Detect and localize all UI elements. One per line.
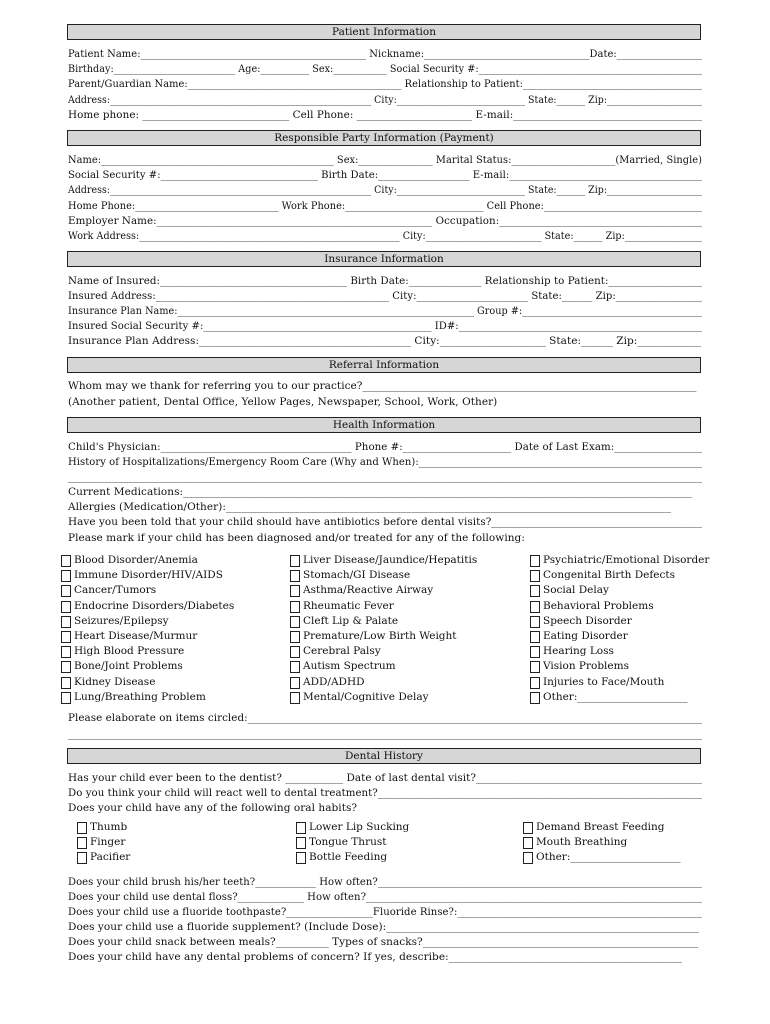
condition-checkbox[interactable] bbox=[290, 616, 300, 628]
condition-checkbox[interactable] bbox=[290, 555, 300, 567]
condition-checkbox[interactable] bbox=[530, 646, 540, 658]
insurance-line-1[interactable]: Name of Insured:____________________________________ Birth Date:______________ Relationship to Patient:__________________ bbox=[68, 275, 702, 287]
health-elaborate-line-2[interactable]: ______________________________________________________________________________________________________________________________ bbox=[68, 728, 702, 740]
condition-label: Lung/Breathing Problem bbox=[74, 690, 206, 703]
habit-label: Pacifier bbox=[90, 851, 131, 864]
dental-line-7[interactable]: Does your child use a fluoride supplement? (Include Dose):___________________________________________________________ bbox=[68, 921, 699, 933]
section-header-patient: Patient Information bbox=[67, 24, 701, 40]
responsible-line-4[interactable]: Home Phone:_____________________________ Work Phone:____________________________ Cell Phone:________________________________ bbox=[68, 200, 702, 212]
condition-checkbox[interactable] bbox=[290, 661, 300, 673]
condition-label: Other:_____________________ bbox=[543, 690, 688, 703]
condition-checkbox[interactable] bbox=[530, 585, 540, 597]
condition-label: Hearing Loss bbox=[543, 645, 614, 658]
condition-label: Asthma/Reactive Airway bbox=[303, 584, 434, 597]
condition-label: Injuries to Face/Mouth bbox=[543, 675, 665, 688]
condition-checkbox[interactable] bbox=[290, 601, 300, 613]
health-line-4[interactable]: Current Medications:________________________________________________________________________________________________ bbox=[68, 486, 692, 498]
condition-label: Heart Disease/Murmur bbox=[74, 630, 198, 642]
health-line-2[interactable]: History of Hospitalizations/Emergency Room Care (Why and When):________________________________________________________ bbox=[68, 456, 702, 468]
condition-checkbox[interactable] bbox=[530, 661, 540, 673]
condition-label: Seizures/Epilepsy bbox=[74, 614, 169, 627]
condition-checkbox[interactable] bbox=[61, 692, 71, 704]
dental-line-2[interactable]: Do you think your child will react well to dental treatment?_______________________________________________________________ bbox=[68, 787, 702, 799]
condition-checkbox[interactable] bbox=[61, 631, 71, 643]
condition-checkbox[interactable] bbox=[61, 601, 71, 613]
condition-label: Eating Disorder bbox=[543, 630, 628, 642]
condition-label: Congenital Birth Defects bbox=[543, 569, 675, 582]
health-line-6[interactable]: Have you been told that your child should have antibiotics before dental visits?________________________________________ bbox=[68, 516, 702, 528]
referral-line-1[interactable]: Whom may we thank for referring you to our practice?_______________________________________________________________ bbox=[68, 380, 697, 392]
habit-label: Thumb bbox=[90, 821, 128, 833]
condition-label: Speech Disorder bbox=[543, 614, 632, 627]
condition-label: Mental/Cognitive Delay bbox=[303, 690, 429, 703]
condition-label: Rheumatic Fever bbox=[303, 599, 394, 612]
condition-checkbox[interactable] bbox=[530, 555, 540, 567]
health-line-7: Please mark if your child has been diagnosed and/or treated for any of the following: bbox=[68, 532, 525, 544]
dental-line-1[interactable]: Has your child ever been to the dentist? ___________ Date of last dental visit?___________________________________________ bbox=[68, 772, 702, 784]
habit-checkbox[interactable] bbox=[296, 852, 306, 864]
habit-checkbox[interactable] bbox=[523, 852, 533, 864]
dental-line-3: Does your child have any of the following oral habits? bbox=[68, 802, 358, 814]
condition-checkbox[interactable] bbox=[290, 677, 300, 689]
condition-checkbox[interactable] bbox=[61, 661, 71, 673]
section-header-insurance: Insurance Information bbox=[67, 251, 701, 267]
condition-label: Premature/Low Birth Weight bbox=[303, 630, 457, 642]
condition-checkbox[interactable] bbox=[290, 631, 300, 643]
section-header-referral: Referral Information bbox=[67, 357, 701, 373]
habit-label: Tongue Thrust bbox=[309, 836, 387, 849]
section-header-dental: Dental History bbox=[67, 748, 701, 764]
dental-line-5[interactable]: Does your child use dental floss?_____________ How often?__________________________________________________________________ bbox=[68, 891, 702, 903]
responsible-line-1[interactable]: Name:_______________________________________________ Sex:_______________ Marital Status:_____________________(Married, Single) bbox=[68, 154, 702, 166]
condition-checkbox[interactable] bbox=[61, 677, 71, 689]
patient-line-4[interactable]: Address:_______________________________________________________ City:___________________________ State:______ Zip:____________________ bbox=[68, 94, 702, 106]
condition-checkbox[interactable] bbox=[530, 692, 540, 704]
condition-label: Cleft Lip & Palate bbox=[303, 614, 399, 627]
dental-line-9[interactable]: Does your child have any dental problems of concern? If yes, describe:____________________________________________ bbox=[68, 951, 682, 963]
health-line-1[interactable]: Child's Physician:_____________________________________ Phone #:_____________________ Date of Last Exam:_________________ bbox=[68, 441, 702, 453]
condition-checkbox[interactable] bbox=[61, 585, 71, 597]
section-header-health: Health Information bbox=[67, 417, 701, 433]
condition-label: Behavioral Problems bbox=[543, 599, 654, 612]
condition-checkbox[interactable] bbox=[61, 570, 71, 582]
condition-label: ADD/ADHD bbox=[303, 675, 365, 688]
responsible-line-6[interactable]: Work Address:______________________________________________________ City:________________________ State:______ Zip:________________ bbox=[68, 230, 702, 242]
condition-label: Liver Disease/Jaundice/Hepatitis bbox=[303, 554, 478, 566]
condition-checkbox[interactable] bbox=[530, 677, 540, 689]
condition-checkbox[interactable] bbox=[61, 646, 71, 658]
condition-label: Endocrine Disorders/Diabetes bbox=[74, 599, 235, 612]
patient-line-3[interactable]: Parent/Guardian Name:___________________________________________ Relationship to Patient:____________________________________ bbox=[68, 78, 702, 90]
health-line-3[interactable]: ______________________________________________________________________________________________________________________________ bbox=[68, 471, 702, 483]
habit-label: Finger bbox=[90, 836, 126, 849]
insurance-line-4[interactable]: Insured Social Security #:_____________________________________________ ID#:________________________________________________ bbox=[68, 320, 702, 332]
patient-line-1[interactable]: Patient Name:_____________________________________________ Nickname:_________________________________Date:_________________ bbox=[68, 48, 702, 60]
insurance-line-3[interactable]: Insurance Plan Name:_____________________________________________________________ Group #:_____________________________________ bbox=[68, 305, 702, 317]
responsible-line-3[interactable]: Address:_______________________________________________________ City:___________________________ State:______ Zip:____________________ bbox=[68, 184, 702, 196]
condition-checkbox[interactable] bbox=[290, 585, 300, 597]
health-elaborate-line[interactable]: Please elaborate on items circled:_______________________________________________________________________________________ bbox=[68, 712, 702, 724]
habit-checkbox[interactable] bbox=[523, 822, 533, 834]
condition-label: Kidney Disease bbox=[74, 675, 156, 688]
insurance-line-5[interactable]: Insurance Plan Address:________________________________________ City:____________________ State:______ Zip:____________ bbox=[68, 335, 701, 347]
habit-label: Demand Breast Feeding bbox=[536, 821, 665, 833]
responsible-line-2[interactable]: Social Security #:_______________________________ Birth Date:__________________ E-mail:______________________________________ bbox=[68, 169, 702, 181]
condition-label: Social Delay bbox=[543, 584, 609, 597]
habit-checkbox[interactable] bbox=[77, 837, 87, 849]
habit-label: Mouth Breathing bbox=[536, 836, 628, 849]
referral-line-2: (Another patient, Dental Office, Yellow Pages, Newspaper, School, Work, Other) bbox=[68, 396, 498, 408]
condition-checkbox[interactable] bbox=[290, 646, 300, 658]
condition-label: Psychiatric/Emotional Disorder bbox=[543, 554, 710, 566]
section-header-responsible: Responsible Party Information (Payment) bbox=[67, 130, 701, 146]
condition-label: Cancer/Tumors bbox=[74, 584, 157, 597]
habit-checkbox[interactable] bbox=[523, 837, 533, 849]
condition-label: Autism Spectrum bbox=[303, 660, 396, 673]
habit-checkbox[interactable] bbox=[296, 822, 306, 834]
condition-label: High Blood Pressure bbox=[74, 645, 185, 658]
habit-label: Other:_____________________ bbox=[536, 851, 681, 864]
condition-checkbox[interactable] bbox=[290, 570, 300, 582]
habit-checkbox[interactable] bbox=[77, 852, 87, 864]
patient-line-5[interactable]: Home phone: ____________________________ Cell Phone: ______________________ E-mail:____________________________________ bbox=[68, 109, 702, 121]
health-line-5[interactable]: Allergies (Medication/Other):____________________________________________________________________________________ bbox=[68, 501, 672, 513]
responsible-line-5[interactable]: Employer Name:_____________________________________________________ Occupation:_______________________________________ bbox=[68, 215, 702, 227]
condition-label: Blood Disorder/Anemia bbox=[74, 554, 198, 566]
condition-checkbox[interactable] bbox=[530, 616, 540, 628]
condition-label: Stomach/GI Disease bbox=[303, 569, 411, 582]
condition-label: Bone/Joint Problems bbox=[74, 660, 183, 673]
condition-checkbox[interactable] bbox=[61, 616, 71, 628]
dental-line-6[interactable]: Does your child use a fluoride toothpaste?_________________Fluoride Rinse?:________________________________________________ bbox=[68, 906, 702, 918]
habit-label: Lower Lip Sucking bbox=[309, 821, 410, 833]
dental-line-4[interactable]: Does your child brush his/her teeth?____________ How often?________________________________________________________________ bbox=[68, 876, 702, 888]
habit-checkbox[interactable] bbox=[296, 837, 306, 849]
dental-line-8[interactable]: Does your child snack between meals?__________ Types of snacks?____________________________________________________ bbox=[68, 936, 699, 948]
insurance-line-2[interactable]: Insured Address:______________________________________________ City:______________________ State:______ Zip:_________________ bbox=[68, 290, 702, 302]
condition-checkbox[interactable] bbox=[530, 570, 540, 582]
patient-line-2[interactable]: Birthday:_________________________ Age:__________ Sex:___________ Social Security #:______________________________________________ bbox=[68, 63, 702, 75]
condition-label: Immune Disorder/HIV/AIDS bbox=[74, 569, 223, 582]
habit-checkbox[interactable] bbox=[77, 822, 87, 834]
condition-checkbox[interactable] bbox=[530, 631, 540, 643]
condition-label: Vision Problems bbox=[543, 660, 629, 673]
condition-label: Cerebral Palsy bbox=[303, 645, 381, 658]
condition-checkbox[interactable] bbox=[530, 601, 540, 613]
condition-checkbox[interactable] bbox=[61, 555, 71, 567]
habit-label: Bottle Feeding bbox=[309, 851, 388, 864]
condition-checkbox[interactable] bbox=[290, 692, 300, 704]
